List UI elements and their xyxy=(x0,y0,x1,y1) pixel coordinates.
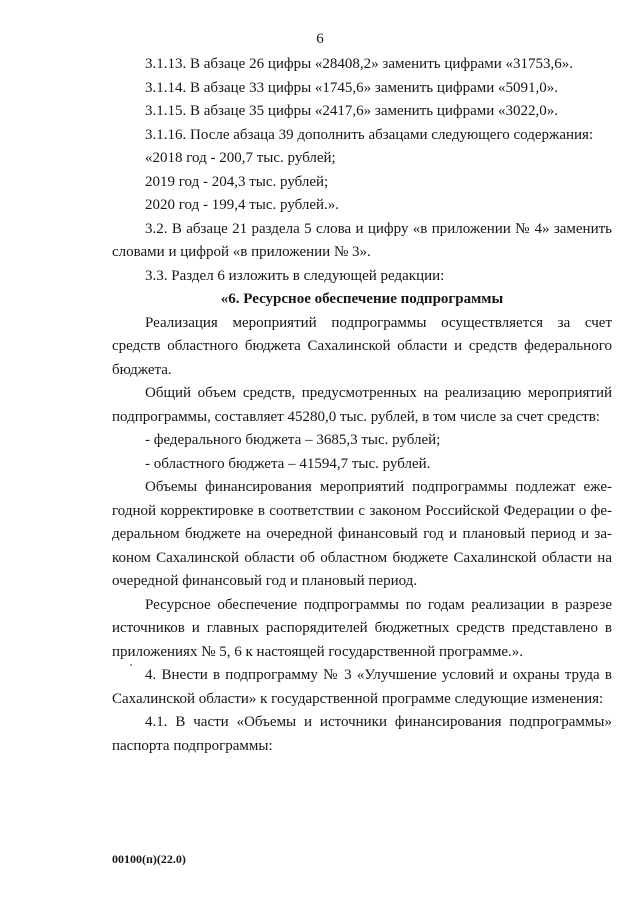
implementation-line-3: бюджета. xyxy=(112,361,172,378)
resources-line-2: источников и главных распорядителей бюджетных средств представлено в xyxy=(112,620,612,636)
item-3-1-15: 3.1.15. В абзаце 35 цифры «2417,6» заменить цифрами «3022,0». xyxy=(145,103,559,119)
section-6-heading: «6. Ресурсное обеспечение подпрограммы xyxy=(220,291,504,307)
financing-line-1: Объемы финансирования мероприятий подпрограммы подлежат еже- xyxy=(145,479,612,495)
item-3-1-13: 3.1.13. В абзаце 26 цифры «28408,2» заменить цифрами «31753,6». xyxy=(145,56,574,72)
financing-line-4: коном Сахалинской области об областном бюджете Сахалинской области на xyxy=(112,549,612,566)
total-volume-line-2: подпрограммы, составляет 45280,0 тыс. рублей, в том числе за счет средств: xyxy=(112,408,600,425)
total-volume-line-1: Общий объем средств, предусмотренных на реализацию мероприятий xyxy=(145,385,612,401)
resources-line-3: приложениях № 5, 6 к настоящей государственной программе.». xyxy=(112,643,523,660)
item-3-2-line-1: 3.2. В абзаце 21 раздела 5 слова и цифру «в приложении № 4» заменить xyxy=(145,220,612,237)
amount-2018: «2018 год - 200,7 тыс. рублей; xyxy=(145,150,336,166)
financing-line-2: годной корректировке в соответствии с законом Российской Федерации о фе- xyxy=(112,502,612,519)
implementation-line-1: Реализация мероприятий подпрограммы осуществляется за счет xyxy=(145,314,612,331)
item-4-1-line-1: 4.1. В части «Объемы и источники финансирования подпрограммы» xyxy=(145,714,612,730)
page-number: 6 xyxy=(316,31,324,47)
regional-budget-line: - областного бюджета – 41594,7 тыс. рублей. xyxy=(145,455,431,472)
financing-line-3: деральном бюджете на очередной финансовый год и плановый период и за- xyxy=(112,526,612,542)
resources-line-1: Ресурсное обеспечение подпрограммы по годам реализации в разрезе xyxy=(145,596,612,613)
scan-speck xyxy=(130,664,132,666)
implementation-line-2: средств областного бюджета Сахалинской области и средств федерального xyxy=(112,338,612,354)
document-body xyxy=(112,53,612,758)
amount-2019: 2019 год - 204,3 тыс. рублей; xyxy=(145,173,329,190)
financing-line-5: очередной финансовый год и плановый период. xyxy=(112,573,418,589)
item-4-line-1: 4. Внести в подпрограмму № 3 «Улучшение условий и охраны труда в xyxy=(145,667,612,683)
item-3-2-line-2: словами и цифрой «в приложении № 3». xyxy=(112,244,371,260)
item-3-1-14: 3.1.14. В абзаце 33 цифры «1745,6» заменить цифрами «5091,0». xyxy=(145,79,559,96)
item-4-line-2: Сахалинской области» к государственной программе следующие изменения: xyxy=(112,690,604,707)
item-4-1-line-2: паспорта подпрограммы: xyxy=(112,737,273,754)
amount-2020: 2020 год - 199,4 тыс. рублей.». xyxy=(145,197,340,213)
federal-budget-line: - федерального бюджета – 3685,3 тыс. рублей; xyxy=(145,432,441,448)
item-3-3: 3.3. Раздел 6 изложить в следующей редакции: xyxy=(145,267,445,284)
item-3-1-16: 3.1.16. После абзаца 39 дополнить абзацами следующего содержания: xyxy=(145,126,594,143)
document-code: 00100(п)(22.0) xyxy=(112,852,186,866)
